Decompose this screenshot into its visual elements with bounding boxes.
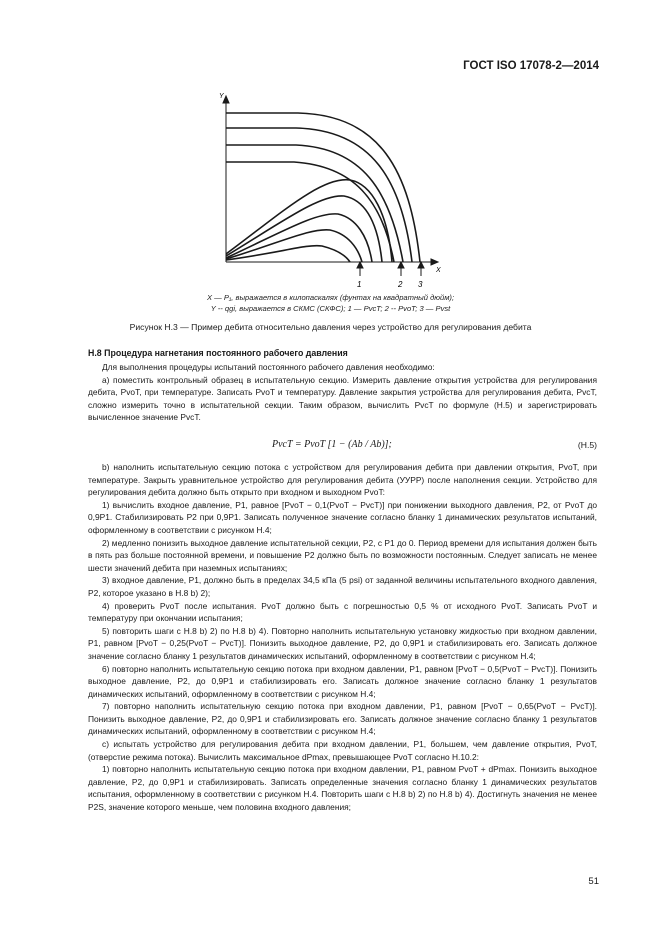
paragraph: 6) повторно наполнить испытательную секцию потока при входном давлении, P1, равном [PvoT − 0,5(PvoT − PvcT)]. Понизить выходное давление, P2, до 0,9P1 и стабилизировать его. Записать должное значение согласно бланку 1 результатов динамических испытаний, оформленному в соответствии с рисунком Н.4; xyxy=(88,663,597,699)
paragraph: 2) медленно понизить выходное давление испытательной секции, P2, с P1 до 0. Период времени для испытания должен быть в пять раз больше постоянной времени, и повышение P2 должно быть по возможности постоянным. Следует записать не менее шести значений дебита при наземных испытаниях; xyxy=(88,537,597,573)
x-axis-arrow xyxy=(431,259,438,265)
figure-caption: Рисунок Н.3 — Пример дебита относительно давления через устройство для регулирования дебита xyxy=(129,322,532,332)
paragraph: а) поместить контрольный образец в испытательную секцию. Измерить давление открытия устройства для регулирования дебита, PvoT, при температуре. Записать PvoT и температуру. Давление закрытия устройства для регулирования дебита, PvcT, сложно измерить точно в испытательной секции. Таким образом, вычислить PvcT по формуле (Н.5) и зарегистрировать вычисленное значение PvcT. xyxy=(88,374,597,423)
formula-h5 xyxy=(88,436,597,458)
marker-3-label: 3 xyxy=(418,280,423,289)
paragraph: 1) повторно наполнить испытательную секцию потока при входном давлении, P1, равном PvoT + dPmax. Понизить выходное давление, P2, до 0,9P1 и стабилизировать. Записать определенные значения согласно бланку 1 динамических результатов испытания, оформленному в соответствии с рисунком Н.4. Повторить шаги с Н.8 b) 2) по Н.8 b) 4). Достигнуть значения не менее P2S, значение которого меньше, чем половина входного давления; xyxy=(88,764,597,813)
paragraph: 7) повторно наполнить испытательную секцию потока при входном давлении, P1, равном [PvoT − 0,65(PvoT − PvcT)]. Понизить выходное давление, P2, до 0,9P1 и стабилизировать его. Записать должное значение согласно бланку 1 результатов динамических испытаний, оформленному в соответствии с рисунком Н.4; xyxy=(88,701,597,737)
figure-legend-line-2: Y -- qgi, выражается в СКМС (СКФС); 1 — PvcT; 2 -- PvoT; 3 — Pvst xyxy=(210,304,451,313)
marker-3-arrow xyxy=(418,262,424,268)
formula-expression: PvcT = PvoT [1 − (Ab / Ab)]; xyxy=(272,439,392,450)
paragraph: 1) вычислить входное давление, P1, равное [PvoT − 0,1(PvoT − PvcT)] при понижении выходного давления, P2, от PvoT до 0,9P1. Стабилизировать P2 при 0,9P1. Записать полученное значение согласно бланку 1 динамических результатов испытаний, оформленному в соответствии с рисунком Н.4; xyxy=(88,499,597,535)
curve-1 xyxy=(226,113,420,262)
section-title: Н.8 Процедура нагнетания постоянного рабочего давления xyxy=(88,348,348,358)
paragraph: 4) проверить PvoT после испытания. PvoT должно быть с погрешностью 0,5 % от исходного PvoT. Записать PvoT и температуру при окончании испытания; xyxy=(88,600,597,624)
curve-5 xyxy=(226,180,392,262)
y-axis-arrow xyxy=(223,96,229,103)
x-axis-label: X xyxy=(436,267,441,274)
y-axis-label: Y xyxy=(219,93,224,100)
document-header: ГОСТ ISO 17078-2—2014 xyxy=(463,60,599,72)
paragraph: 3) входное давление, P1, должно быть в пределах 34,5 кПа (5 psi) от заданной величины испытательного входного давления, P2, которое указано в Н.8 b) 2); xyxy=(88,575,597,598)
formula-number: (Н.5) xyxy=(577,440,597,450)
paragraph: Для выполнения процедуры испытаний постоянного рабочего давления необходимо: xyxy=(102,362,435,372)
paragraph: b) наполнить испытательную секцию потока с устройством для регулирования дебита при давлении открытия, PvoT, при температуре. Закрыть уравнительное устройство для регулирования дебита (УУРР) после наполнения секции. Устройство для регулирования дебита должно быть открыто при входном и выходном PvoT: xyxy=(88,462,597,498)
body-text-intro xyxy=(88,361,597,424)
page-number: 51 xyxy=(588,876,599,887)
marker-1-arrow xyxy=(357,262,363,268)
marker-2-arrow xyxy=(398,262,404,268)
paragraph: с) испытать устройство для регулирования дебита при входном давлении, P1, большем, чем давление открытия, PvoT, (отверстие режима потока). Вычислить максимальное dPmax, превышающее PvoT согласно Н.10.2: xyxy=(88,739,597,762)
marker-2-label: 2 xyxy=(398,280,403,289)
marker-1-label: 1 xyxy=(357,280,362,289)
figure-legend-line-1: X — P₁, выражается в килопаскалях (фунтах на квадратный дюйм); xyxy=(206,293,455,302)
body-text-steps xyxy=(88,461,597,814)
paragraph: 5) повторить шаги с Н.8 b) 2) по Н.8 b) 4). Повторно наполнить испытательную установку жидкостью при входном давлении, P1, равном [PvoT − 0,25(PvoT − PvcT)]. Понизить выходное давление, P2, до 0,9P1 и стабилизировать его. Записать должное значение согласно бланку 1 результатов динамических испытаний, оформленному в соответствии с рисунком Н.4; xyxy=(88,625,597,661)
flow-rate-figure xyxy=(0,0,661,340)
